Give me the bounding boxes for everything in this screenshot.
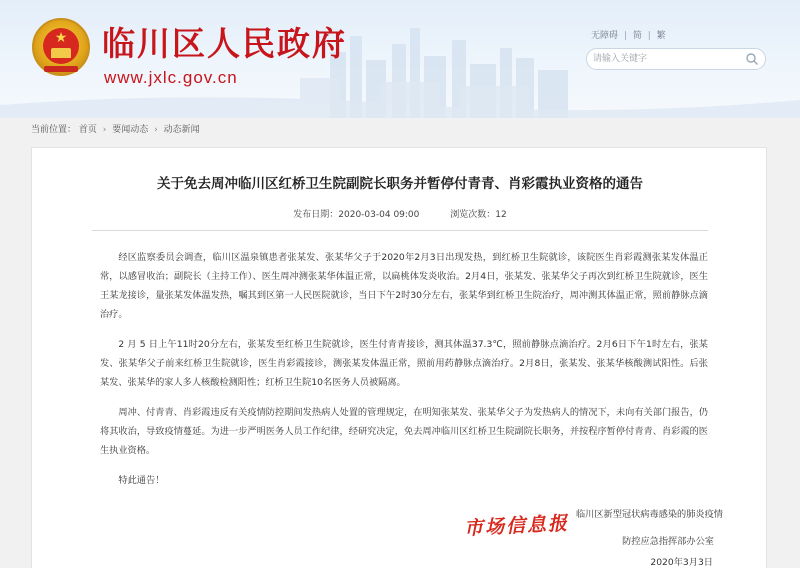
national-emblem-icon: ★: [32, 18, 90, 76]
link-separator: |: [623, 31, 627, 41]
article-meta: [32, 209, 768, 221]
breadcrumb-label: 当前位置：: [31, 125, 77, 135]
article-paragraph: 经区监察委员会调查，临川区温泉镇患者张某发、张某华父子于2020年2月3日出现发热，到红桥卫生院就诊，该院医生肖彩霞测张某发体温正常，以感冒收治；副院长（主持工作）、医生周冲测张某华体温正常，以扁桃体发炎收治。2月4日，张某发、张某华父子再次到红桥卫生院就诊，医生王某龙接诊，量张某发体温发热，嘱其到区第一人民医院就诊，当日下午2时30分左右，张某华到红桥卫生院治疗，周冲测其体温正常，照前静脉点滴治疗。: [100, 252, 708, 320]
link-separator: |: [647, 31, 651, 41]
article-paragraph: 周冲、付青青、肖彩霞违反有关疫情防控期间发热病人处置的管理规定，在明知张某发、张某华父子为发热病人的情况下，未向有关部门报告，仍将其收治，导致疫情蔓延。为进一步严明医务人员工作纪律，经研究决定，免去周冲临川区红桥卫生院副院长职务，并按程序暂停付青青、肖彩霞的医生执业资格。: [100, 407, 708, 456]
accessibility-link[interactable]: 无障碍: [591, 31, 619, 41]
simplified-chinese-link[interactable]: 简: [632, 31, 642, 41]
breadcrumb-separator: ›: [154, 125, 158, 135]
site-header: [0, 0, 800, 118]
article-body: [100, 248, 708, 501]
publish-date-label: 发布日期：: [293, 210, 339, 220]
signature-line-2: 防控应急指挥部办公室: [622, 536, 714, 547]
publish-date: 2020-03-04 09:00: [338, 210, 420, 220]
site-title[interactable]: 临川区人民政府: [102, 24, 347, 63]
document-date: 2020年3月3日: [650, 557, 713, 568]
article-paragraph: 特此通告！: [118, 475, 165, 486]
search-input[interactable]: [593, 51, 733, 67]
article-title: 关于免去周冲临川区红桥卫生院副院长职务并暂停付青青、肖彩霞执业资格的通告: [157, 176, 643, 192]
breadcrumb: [31, 124, 200, 136]
breadcrumb-news[interactable]: 动态新闻: [163, 125, 200, 135]
article-panel: [31, 147, 767, 568]
views-label: 浏览次数：: [450, 210, 496, 220]
breadcrumb-home[interactable]: 首页: [78, 125, 97, 135]
views-count: 12: [495, 210, 507, 220]
traditional-chinese-link[interactable]: 繁: [656, 31, 666, 41]
top-links: [591, 30, 666, 42]
breadcrumb-news-updates[interactable]: 要闻动态: [112, 125, 149, 135]
search-icon[interactable]: [745, 52, 759, 66]
title-divider: [92, 230, 708, 231]
signature-line-1: 临川区新型冠状病毒感染的肺炎疫情: [576, 509, 723, 520]
breadcrumb-separator: ›: [102, 125, 107, 135]
article-paragraph: 2 月 5 日上午11时20分左右，张某发至红桥卫生院就诊，医生付青青接诊，测其体温37.3℃，照前静脉点滴治疗。2月6日下午1时左右，张某发、张某华父子前来红桥卫生院就诊，医生肖彩霞接诊，测张某发体温正常，照前用药静脉点滴治疗。2月8日，张某发、张某华核酸测试阳性。后张某发、张某华的家人多人核酸检测阳性；红桥卫生院10名医务人员被隔离。: [100, 339, 708, 388]
site-url: www.jxlc.gov.cn: [104, 68, 238, 87]
watermark-logo: 市场信息报: [463, 512, 570, 540]
search-box: [586, 48, 766, 70]
